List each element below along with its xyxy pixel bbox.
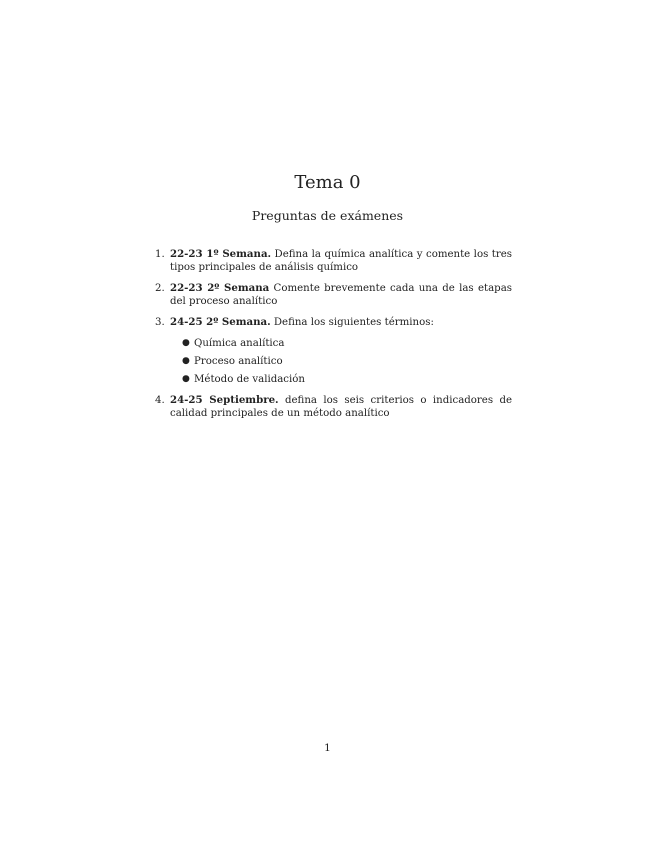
question-item-4 [150,394,512,420]
term-text: Método de validación [194,374,305,385]
question-number: 2. [155,283,165,294]
term-text: Proceso analítico [194,356,283,367]
bullet-icon: ● [182,338,190,348]
question-number: 1. [155,249,165,260]
bullet-icon: ● [182,356,190,366]
question-text: Comente brevemente cada una de las etapas del proceso analítico [170,283,512,307]
terms-list [170,337,512,386]
question-text: defina los seis criterios o indicadores de calidad principales de un método analítico [170,395,512,419]
term-item [170,373,512,386]
question-lead: 24-25 Septiembre. [170,394,279,406]
question-lead: 22-23 1º Semana. [170,248,272,260]
page-number: 1 [324,742,331,754]
question-list [150,248,512,428]
question-item-2 [150,282,512,308]
page-title: Tema 0 [294,172,361,193]
question-item-3 [150,316,512,386]
question-lead: 24-25 2º Semana. [170,316,271,328]
question-lead: 22-23 2º Semana [170,282,270,294]
page-subtitle: Preguntas de exámenes [251,208,404,223]
bullet-icon: ● [182,374,190,384]
term-item [170,337,512,350]
question-item-1 [150,248,512,274]
term-text: Química analítica [194,338,285,349]
question-text: Defina los siguientes términos: [270,317,434,328]
term-item [170,355,512,368]
question-number: 4. [155,395,165,406]
question-number: 3. [155,317,165,328]
question-text: Defina la química analítica y comente los tres tipos principales de análisis químico [170,249,512,273]
